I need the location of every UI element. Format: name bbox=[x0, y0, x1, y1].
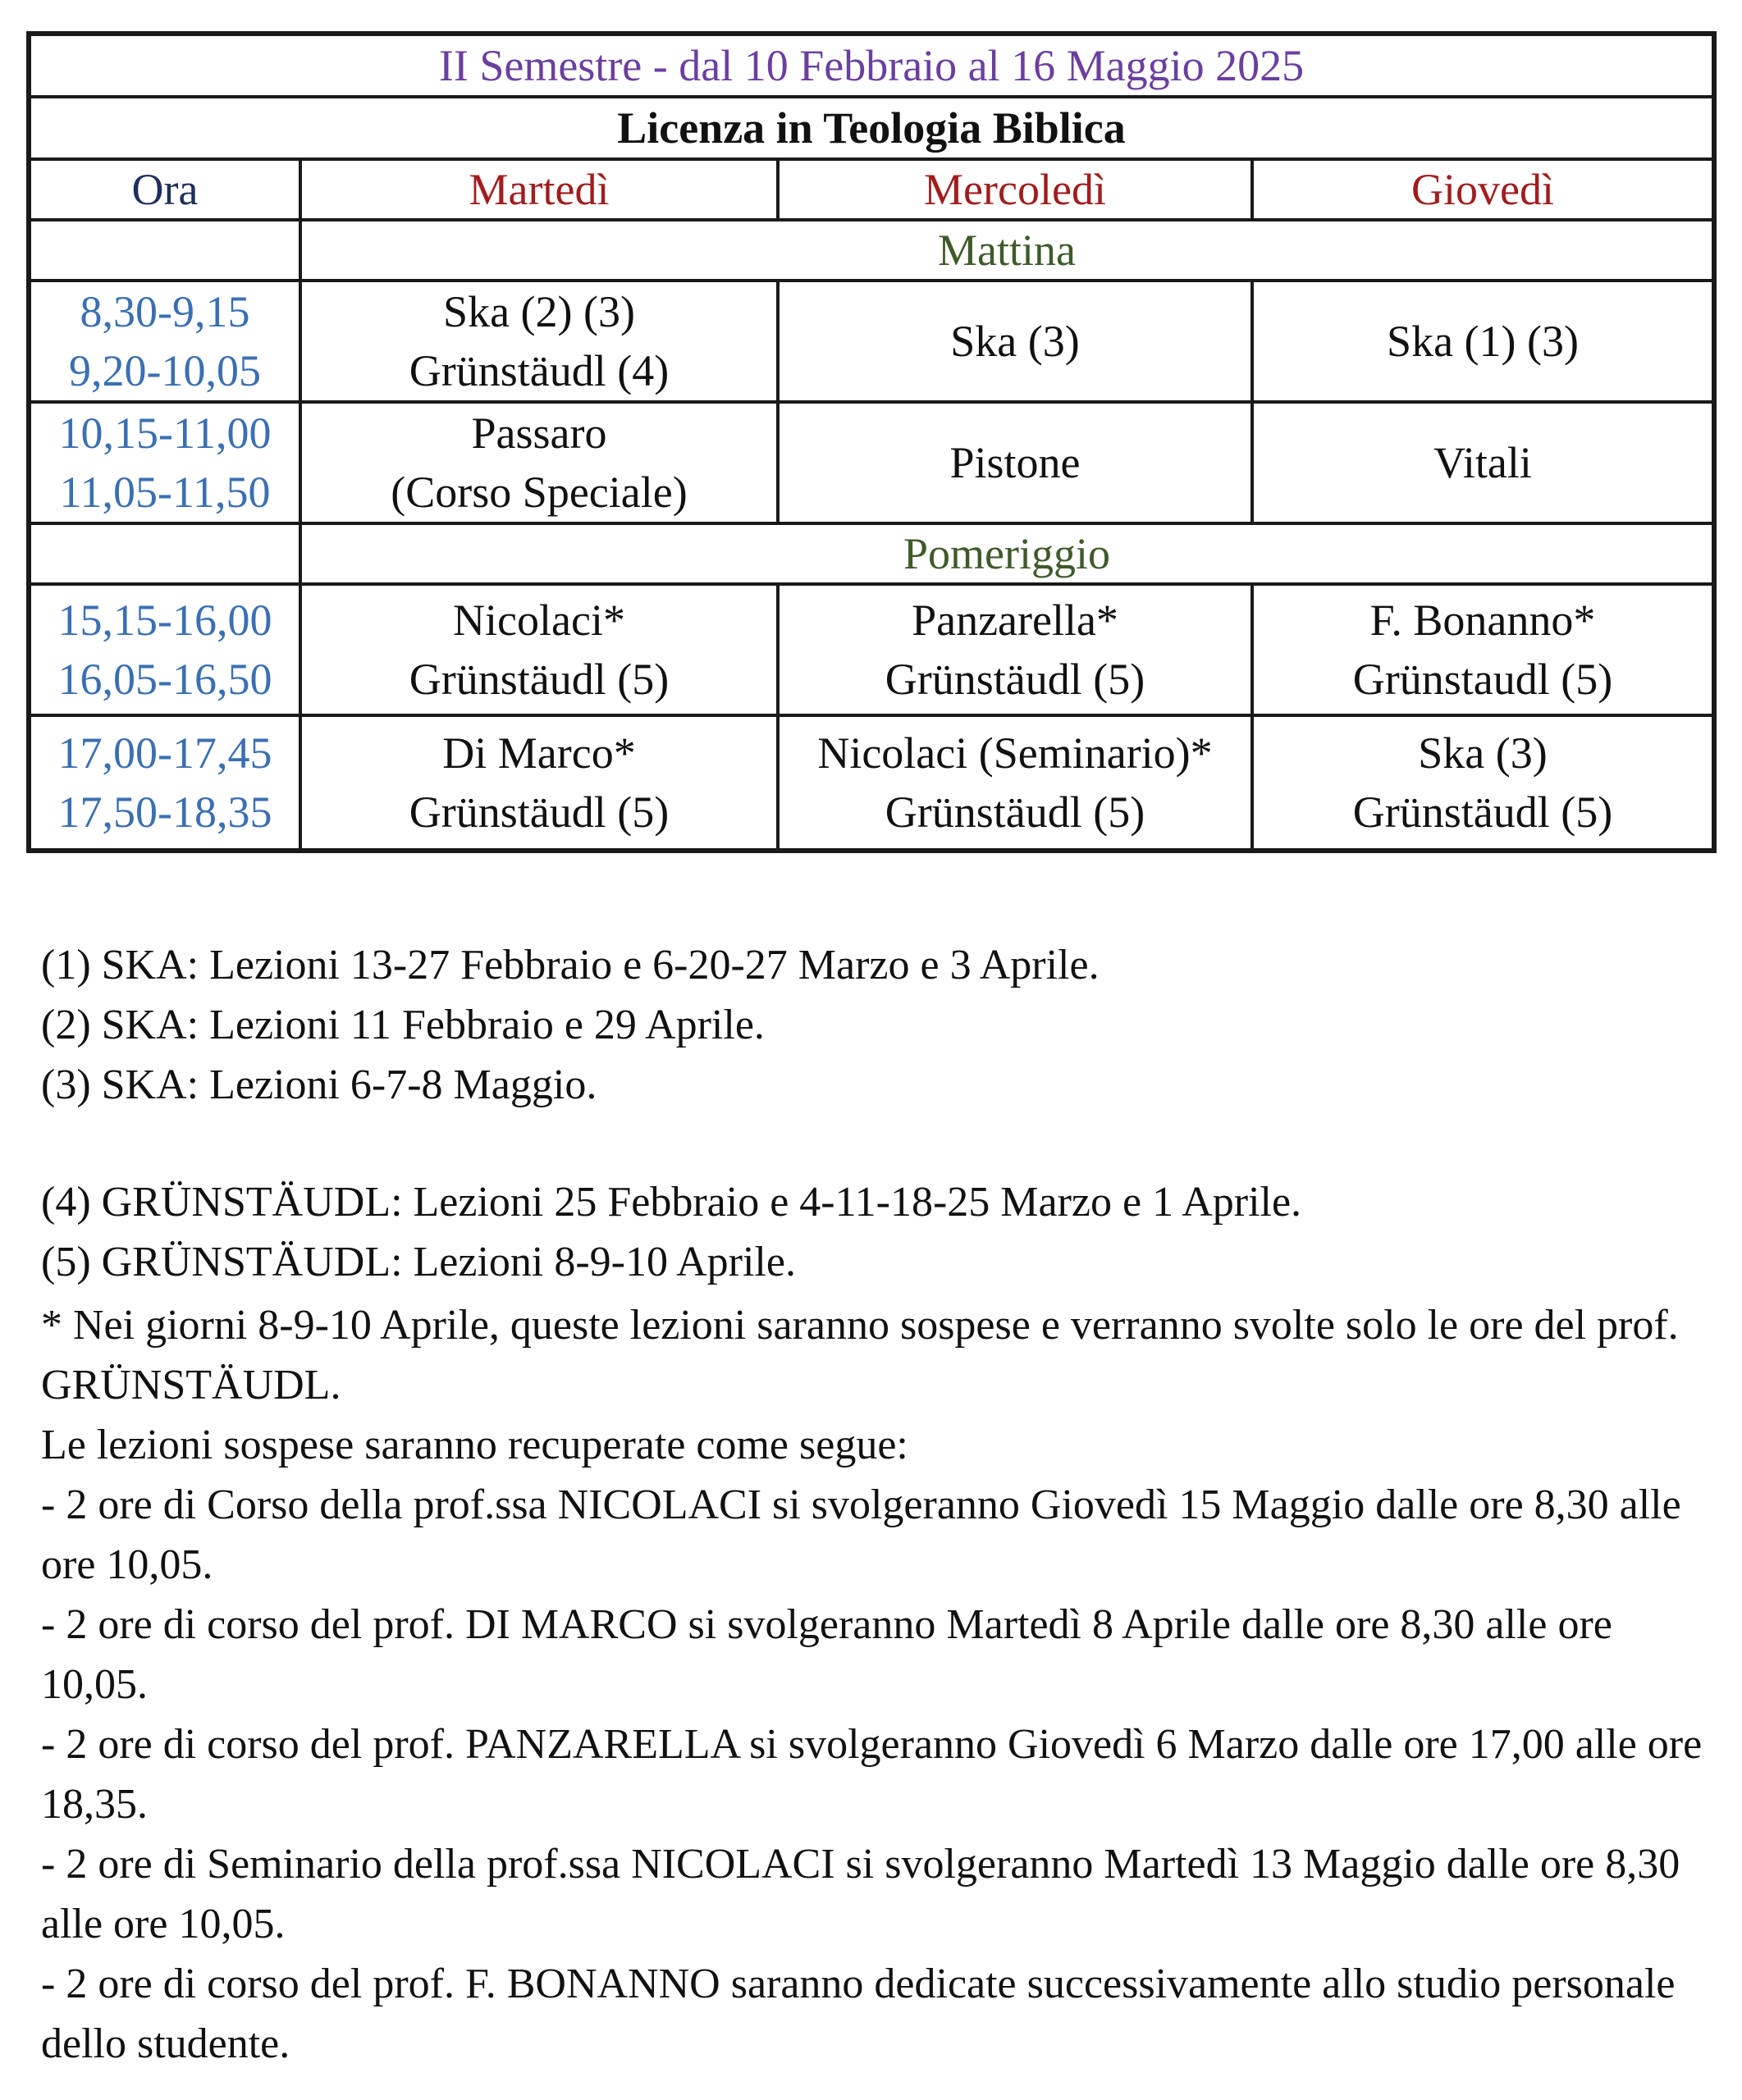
course-entry: Grünstäudl (5) bbox=[409, 655, 670, 704]
footnote-ska-3: (3) SKA: Lezioni 6-7-8 Maggio. bbox=[41, 1061, 597, 1108]
time-cell bbox=[31, 586, 302, 714]
course-entry: Grünstäudl (5) bbox=[1352, 788, 1613, 837]
course-entry: Panzarella* bbox=[912, 596, 1118, 645]
time-range: 11,05-11,50 bbox=[59, 468, 271, 517]
footnote-ska-2: (2) SKA: Lezioni 11 Febbraio e 29 Aprile. bbox=[41, 1002, 765, 1048]
time-cell bbox=[31, 404, 302, 522]
section-label-afternoon: Pomeriggio bbox=[903, 529, 1110, 578]
time-range: 10,15-11,00 bbox=[58, 409, 272, 458]
footnote-grunstaudl-5: (5) GRÜNSTÄUDL: Lezioni 8-9-10 Aprile. bbox=[41, 1239, 796, 1285]
col-header-martedi: Martedì bbox=[302, 161, 780, 218]
course-cell bbox=[302, 282, 780, 400]
table-row bbox=[31, 404, 1712, 525]
course-entry: Nicolaci (Seminario)* bbox=[817, 728, 1213, 778]
course-cell bbox=[302, 586, 780, 714]
course-cell bbox=[1254, 282, 1712, 400]
recovery-item: - 2 ore di corso del prof. DI MARCO si svolgeranno Martedì 8 Aprile dalle ore 8,30 alle ore 10,05. bbox=[41, 1601, 1612, 1708]
time-range: 17,50-18,35 bbox=[57, 788, 272, 837]
col-header-ora: Ora bbox=[31, 161, 302, 218]
recovery-item: - 2 ore di corso del prof. PANZARELLA si svolgeranno Giovedì 6 Marzo dalle ore 17,00 alle ore 18,35. bbox=[41, 1721, 1703, 1828]
course-entry: Grünstäudl (5) bbox=[409, 788, 670, 837]
schedule-table bbox=[26, 31, 1717, 853]
course-entry: Grünstäudl (5) bbox=[885, 788, 1145, 837]
course-entry: Ska (3) bbox=[950, 317, 1080, 366]
course-cell bbox=[780, 404, 1254, 522]
spacer bbox=[41, 1115, 1715, 1172]
course-entry: Nicolaci* bbox=[453, 596, 625, 645]
course-entry: Passaro bbox=[471, 409, 607, 458]
program-title: Licenza in Teologia Biblica bbox=[617, 103, 1126, 153]
footnotes bbox=[41, 935, 1715, 2074]
course-cell bbox=[780, 717, 1254, 848]
course-cell bbox=[302, 717, 780, 848]
course-entry: Grünstaudl (5) bbox=[1352, 655, 1613, 704]
time-cell bbox=[31, 282, 302, 400]
footnote-grunstaudl-4: (4) GRÜNSTÄUDL: Lezioni 25 Febbraio e 4-11-18-25 Marzo e 1 Aprile. bbox=[41, 1179, 1302, 1226]
section-row-morning bbox=[31, 221, 1712, 282]
course-entry: Grünstäudl (5) bbox=[885, 655, 1145, 704]
table-row bbox=[31, 282, 1712, 404]
section-label-morning: Mattina bbox=[938, 226, 1076, 275]
course-cell bbox=[1254, 717, 1712, 848]
time-range: 8,30-9,15 bbox=[80, 287, 250, 336]
course-entry: Vitali bbox=[1433, 438, 1532, 487]
course-cell bbox=[780, 282, 1254, 400]
course-entry: Di Marco* bbox=[442, 728, 636, 778]
course-entry: Ska (2) (3) bbox=[443, 287, 635, 336]
course-cell bbox=[1254, 404, 1712, 522]
col-header-giovedi: Giovedì bbox=[1411, 165, 1554, 214]
recovery-item: - 2 ore di Seminario della prof.ssa NICOLACI si svolgeranno Martedì 13 Maggio dalle ore 8,30 alle ore 10,05. bbox=[41, 1841, 1680, 1947]
footnote-ska-1: (1) SKA: Lezioni 13-27 Febbraio e 6-20-27 Marzo e 3 Aprile. bbox=[41, 942, 1100, 988]
course-cell bbox=[780, 586, 1254, 714]
col-header-mercoledi: Mercoledì bbox=[780, 161, 1254, 218]
blank-cell bbox=[31, 221, 302, 279]
recovery-item: - 2 ore di corso del prof. F. BONANNO saranno dedicate successivamente allo studio personale dello studente. bbox=[41, 1961, 1676, 2067]
semester-title: II Semestre - dal 10 Febbraio al 16 Maggio 2025 bbox=[438, 41, 1305, 90]
course-entry: Ska (3) bbox=[1418, 728, 1548, 778]
course-entry: Ska (1) (3) bbox=[1387, 317, 1579, 366]
section-row-afternoon bbox=[31, 525, 1712, 586]
time-range: 9,20-10,05 bbox=[69, 346, 261, 395]
header-row bbox=[31, 161, 1712, 221]
table-row bbox=[31, 586, 1712, 717]
course-entry: Grünstäudl (4) bbox=[409, 346, 670, 395]
recovery-item: - 2 ore di Corso della prof.ssa NICOLACI si svolgeranno Giovedì 15 Maggio dalle ore 8,30 alle ore 10,05. bbox=[41, 1481, 1681, 1588]
course-entry: F. Bonanno* bbox=[1369, 596, 1596, 645]
time-range: 17,00-17,45 bbox=[57, 728, 272, 778]
course-cell bbox=[1254, 586, 1712, 714]
time-range: 16,05-16,50 bbox=[57, 655, 272, 704]
course-entry: Pistone bbox=[949, 438, 1081, 487]
course-cell bbox=[302, 404, 780, 522]
recovery-intro: Le lezioni sospese saranno recuperate come segue: bbox=[41, 1422, 908, 1468]
course-entry: (Corso Speciale) bbox=[391, 468, 688, 517]
footnote-asterisk: * Nei giorni 8-9-10 Aprile, queste lezioni saranno sospese e verranno svolte solo le ore del prof. GRÜNSTÄUDL. bbox=[41, 1302, 1679, 1408]
time-range: 15,15-16,00 bbox=[57, 596, 272, 645]
time-cell bbox=[31, 717, 302, 848]
table-row bbox=[31, 717, 1712, 848]
blank-cell bbox=[31, 525, 302, 582]
